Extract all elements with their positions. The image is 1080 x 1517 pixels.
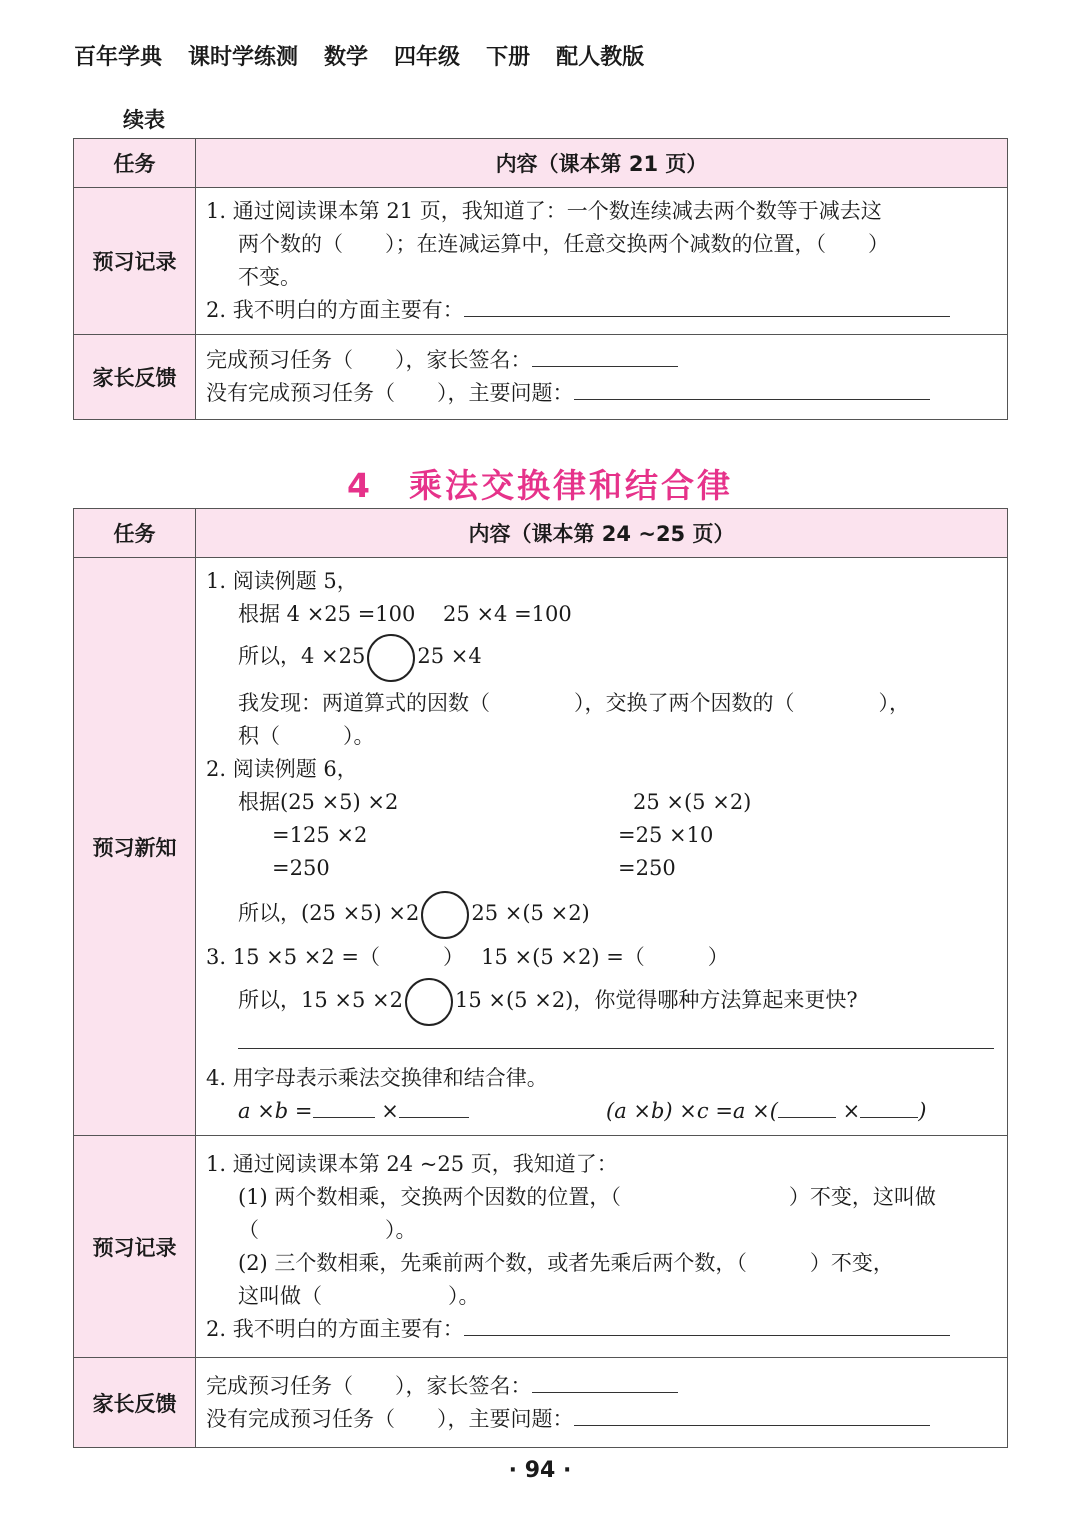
col-task-header-2: 任务	[74, 509, 196, 558]
q4-blank-1[interactable]	[313, 1095, 375, 1118]
q4-blank-2[interactable]	[399, 1095, 469, 1118]
problem-blank[interactable]	[574, 377, 930, 400]
section-number: 4	[347, 466, 373, 505]
q3-answer-blank[interactable]	[238, 1026, 994, 1049]
feedback-complete-text: 完成预习任务（ ），家长签名：	[206, 348, 532, 372]
q2-right-2: =25 ×10	[618, 823, 714, 847]
record-line-2: 两个数的（ ）；在连减运算中，任意交换两个减数的位置，（ ）	[238, 232, 889, 256]
parent-feedback-content	[196, 335, 1008, 420]
q3-line-1: 3. 15 ×5 ×2 =（ ） 15 ×(5 ×2) =（ ）	[206, 945, 729, 969]
q1-line-4: 我发现：两道算式的因数（ ），交换了两个因数的（ ），	[238, 691, 910, 715]
header-volume: 下册	[486, 45, 531, 70]
page-header	[74, 40, 670, 71]
continued-label: 续表	[123, 108, 165, 132]
q4-commutative: a ×b =	[238, 1099, 313, 1123]
col-task-header: 任务	[74, 139, 196, 188]
q3-line-2-left: 所以，15 ×5 ×2	[238, 988, 403, 1012]
section-title-text: 乘法交换律和结合律	[408, 466, 733, 505]
parent-feedback-content-2	[196, 1358, 1008, 1448]
q3-line-2-right: 15 ×(5 ×2)，你觉得哪种方法算起来更快?	[455, 988, 858, 1012]
header-edition: 配人教版	[556, 45, 645, 70]
header-book: 百年学典	[74, 45, 163, 70]
row-preview-new-label: 预习新知	[74, 558, 196, 1136]
header-subject: 数学	[324, 45, 369, 70]
r2-line-3: （ ）。	[238, 1217, 417, 1242]
row-preview-record-label: 预习记录	[74, 188, 196, 335]
compare-circle-2[interactable]	[421, 891, 469, 939]
answer-blank[interactable]	[464, 294, 950, 317]
q2-line-5-right: 25 ×(5 ×2)	[471, 901, 590, 925]
row-parent-feedback-label: 家长反馈	[74, 335, 196, 420]
q2-right-3: =250	[618, 856, 676, 880]
header-series: 课时学练测	[188, 45, 299, 70]
record-line-3: 不变。	[238, 265, 301, 289]
compare-circle-1[interactable]	[367, 634, 415, 682]
q1-line-3-left: 所以，4 ×25	[238, 644, 366, 668]
q2-left-2: =125 ×2	[272, 823, 368, 847]
section-title	[0, 460, 1080, 507]
feedback-complete-text-2: 完成预习任务（ ），家长签名：	[206, 1373, 532, 1398]
close-paren: )	[918, 1099, 927, 1123]
row-parent-feedback-label-2: 家长反馈	[74, 1358, 196, 1448]
compare-circle-3[interactable]	[405, 978, 453, 1026]
table-section-4	[73, 508, 1008, 1448]
q1-line-5: 积（ ）。	[238, 724, 375, 748]
answer-blank-2[interactable]	[464, 1313, 950, 1336]
q4-blank-3[interactable]	[778, 1095, 836, 1118]
preview-record-content	[196, 188, 1008, 335]
header-grade: 四年级	[394, 45, 461, 70]
record-line-1: 1. 通过阅读课本第 21 页，我知道了：一个数连续减去两个数等于减去这	[206, 199, 882, 223]
q2-line-1: 2. 阅读例题 6，	[206, 757, 358, 781]
page-number: · 94 ·	[508, 1458, 572, 1483]
q1-line-3-right: 25 ×4	[417, 644, 482, 668]
q2-line-5-left: 所以，(25 ×5) ×2	[238, 901, 420, 925]
record-line-4: 2. 我不明白的方面主要有：	[206, 298, 464, 322]
q1-line-1: 1. 阅读例题 5，	[206, 569, 358, 593]
col-content-header: 内容（课本第 21 页）	[196, 139, 1008, 188]
r2-line-6: 2. 我不明白的方面主要有：	[206, 1316, 464, 1341]
times-sign: ×	[381, 1099, 399, 1123]
preview-new-content	[196, 558, 1008, 1136]
q4-associative: (a ×b) ×c =a ×(	[606, 1099, 778, 1123]
r2-line-1: 1. 通过阅读课本第 24 ~25 页，我知道了：	[206, 1151, 618, 1176]
feedback-incomplete-text-2: 没有完成预习任务（ ），主要问题：	[206, 1406, 574, 1431]
col-content-header-2: 内容（课本第 24 ~25 页）	[196, 509, 1008, 558]
r2-line-5: 这叫做（ ）。	[238, 1283, 480, 1308]
problem-blank-2[interactable]	[574, 1403, 930, 1426]
signature-blank[interactable]	[532, 344, 678, 367]
preview-record-content-2	[196, 1136, 1008, 1358]
q4-blank-4[interactable]	[860, 1095, 918, 1118]
table-continued	[73, 138, 1008, 420]
q2-right-1: 25 ×(5 ×2)	[633, 790, 752, 814]
r2-line-4: (2) 三个数相乘，先乘前两个数，或者先乘后两个数，（ ）不变，	[238, 1250, 894, 1275]
q2-left-3: =250	[272, 856, 330, 880]
row-preview-record-label-2: 预习记录	[74, 1136, 196, 1358]
r2-line-2: (1) 两个数相乘，交换两个因数的位置，（ ）不变，这叫做	[238, 1184, 936, 1209]
q2-left-1: 根据(25 ×5) ×2	[238, 790, 399, 814]
q4-line-1: 4. 用字母表示乘法交换律和结合律。	[206, 1066, 548, 1090]
times-sign-2: ×	[842, 1099, 861, 1123]
feedback-incomplete-text: 没有完成预习任务（ ），主要问题：	[206, 381, 574, 405]
signature-blank-2[interactable]	[532, 1370, 678, 1393]
q1-line-2: 根据 4 ×25 =100 25 ×4 =100	[238, 602, 572, 626]
